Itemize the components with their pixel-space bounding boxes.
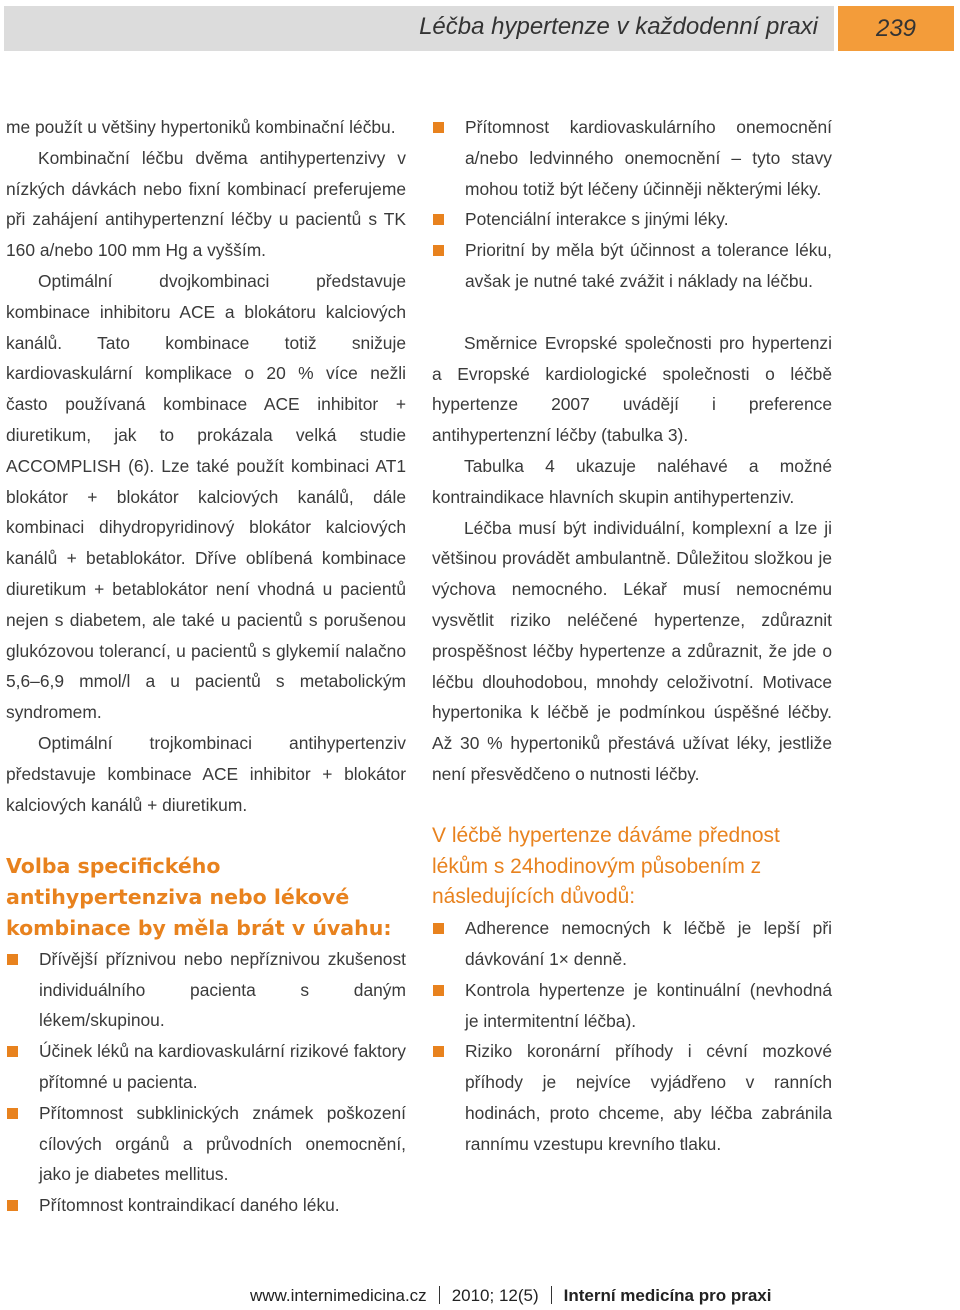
list-item [6, 1036, 406, 1098]
list-item-text: Kontrola hypertenze je kontinuální (nevhodná je intermitentní léčba). [465, 979, 832, 1031]
list-item-text: Přítomnost kardiovaskulárního onemocnění a/nebo ledvinného onemocnění – tyto stavy mohou totiž být léčeny účinněji některými léky. [465, 117, 832, 199]
footer-divider [551, 1286, 552, 1304]
list-item [432, 913, 832, 975]
left-column [6, 112, 406, 1221]
section-heading: Volba specifického antihypertenziva nebo lékové kombinace by měla brát v úvahu: [6, 854, 392, 940]
list-item [432, 1036, 832, 1159]
square-bullet-icon [433, 122, 444, 133]
list-item [432, 975, 832, 1037]
paragraph: Optimální trojkombinaci antihypertenziv představuje kombinace ACE inhibitor + blokátor kalciových kanálů + diuretikum. [6, 732, 406, 815]
list-item [6, 1190, 406, 1221]
footer-issue: 2010; 12(5) [451, 1286, 539, 1305]
list-item [432, 235, 832, 297]
square-bullet-icon [433, 985, 444, 996]
footer-website: www.internimedicina.cz [250, 1286, 427, 1305]
square-bullet-icon [7, 954, 18, 965]
list-item [6, 1098, 406, 1190]
paragraph: me použít u většiny hypertoniků kombinační léčbu. [6, 117, 396, 137]
footer-divider [439, 1286, 440, 1304]
page-number: 239 [838, 6, 954, 51]
running-header [4, 6, 834, 51]
paragraph: Směrnice Evropské společnosti pro hypertenzi a Evropské kardiologické společnosti o léčbě hypertenze 2007 uvádějí i preference antihypertenzní léčby (tabulka 3). [432, 332, 832, 446]
paragraph: Tabulka 4 ukazuje naléhavé a možné kontraindikace hlavních skupin antihypertenziv. [432, 455, 832, 507]
bullet-list [6, 944, 406, 1221]
list-item-text: Prioritní by měla být účinnost a tolerance léku, avšak je nutné také zvážit i náklady na léčbu. [465, 240, 832, 291]
paragraph: Kombinační léčbu dvěma antihypertenzivy v nízkých dávkách nebo fixní kombinací preferujeme při zahájení antihypertenzní léčby u pacientů s TK 160 a/nebo 100 mm Hg a vyšším. [6, 147, 406, 261]
list-item-text: Účinek léků na kardiovaskulární rizikové faktory přítomné u pacienta. [39, 1041, 406, 1092]
list-item-text: Adherence nemocných k léčbě je lepší při dávkování 1× denně. [465, 918, 832, 969]
square-bullet-icon [7, 1108, 18, 1119]
square-bullet-icon [433, 245, 444, 256]
list-item-text: Přítomnost kontraindikací daného léku. [39, 1195, 340, 1216]
section-heading: V léčbě hypertenze dáváme přednost lékům s 24hodinovým působením z následujících důvodů: [432, 823, 780, 909]
footer-journal: Interní medicína pro praxi [563, 1286, 772, 1305]
bullet-list [432, 112, 832, 297]
list-item-text: Přítomnost subklinických známek poškození cílových orgánů a průvodních onemocnění, jako je diabetes mellitus. [39, 1102, 406, 1185]
page-footer [250, 1286, 840, 1306]
list-item [6, 944, 406, 1036]
right-column [432, 112, 832, 1160]
list-item-text: Potenciální interakce s jinými léky. [465, 209, 729, 230]
square-bullet-icon [433, 214, 444, 225]
square-bullet-icon [7, 1046, 18, 1057]
list-item-text: Riziko koronární příhody i cévní mozkové příhody je nejvíce vyjádřeno v ranních hodinách, proto chceme, aby léčba zabránila rannímu vzestupu krevního tlaku. [465, 1041, 832, 1154]
paragraph: Léčba musí být individuální, komplexní a lze ji většinou provádět ambulantně. Důležitou složkou je výchova nemocného. Lékař musí nemocnému vysvětlit riziko neléčené hypertenze, zdůraznit prospěšnost léčby hypertenze a zdůraznit, že jde o léčbu dlouhodobou, mnohdy celoživotní. Motivace hypertonika k léčbě je podmínkou úspěšné léčby. Až 30 % hypertoniků přestává užívat léky, jestliže není přesvědčeno o nutnosti léčby. [432, 517, 832, 784]
square-bullet-icon [7, 1200, 18, 1211]
list-item [432, 204, 832, 235]
list-item [432, 112, 832, 204]
bullet-list [432, 913, 832, 1159]
square-bullet-icon [433, 923, 444, 934]
running-title: Léčba hypertenze v každodenní praxi [419, 13, 818, 40]
square-bullet-icon [433, 1046, 444, 1057]
list-item-text: Dřívější příznivou nebo nepříznivou zkušenost individuálního pacienta s daným lékem/skupinou. [39, 948, 406, 1031]
paragraph: Optimální dvojkombinaci představuje kombinace inhibitoru ACE a blokátoru kalciových kanálů. Tato kombinace totiž snižuje kardiovaskulární komplikace o 20 % více nežli často používaná kombinace ACE inhibitor + diuretikum, jak to prokázala velká studie ACCOMPLISH (6). Lze také použít kombinaci AT1 blokátor + blokátor kalciových kanálů, dále kombinaci dihydropyridinový blokátor kalciových kanálů + betablokátor. Dříve oblíbená kombinace diuretikum + betablokátor není vhodná u pacientů nejen s diabetem, ale také u pacientů s porušenou glukózovou tolerancí, u pacientů s glykemií nalačno 5,6–6,9 mmol/l a u pacientů s metabolickým syndromem. [6, 270, 406, 723]
